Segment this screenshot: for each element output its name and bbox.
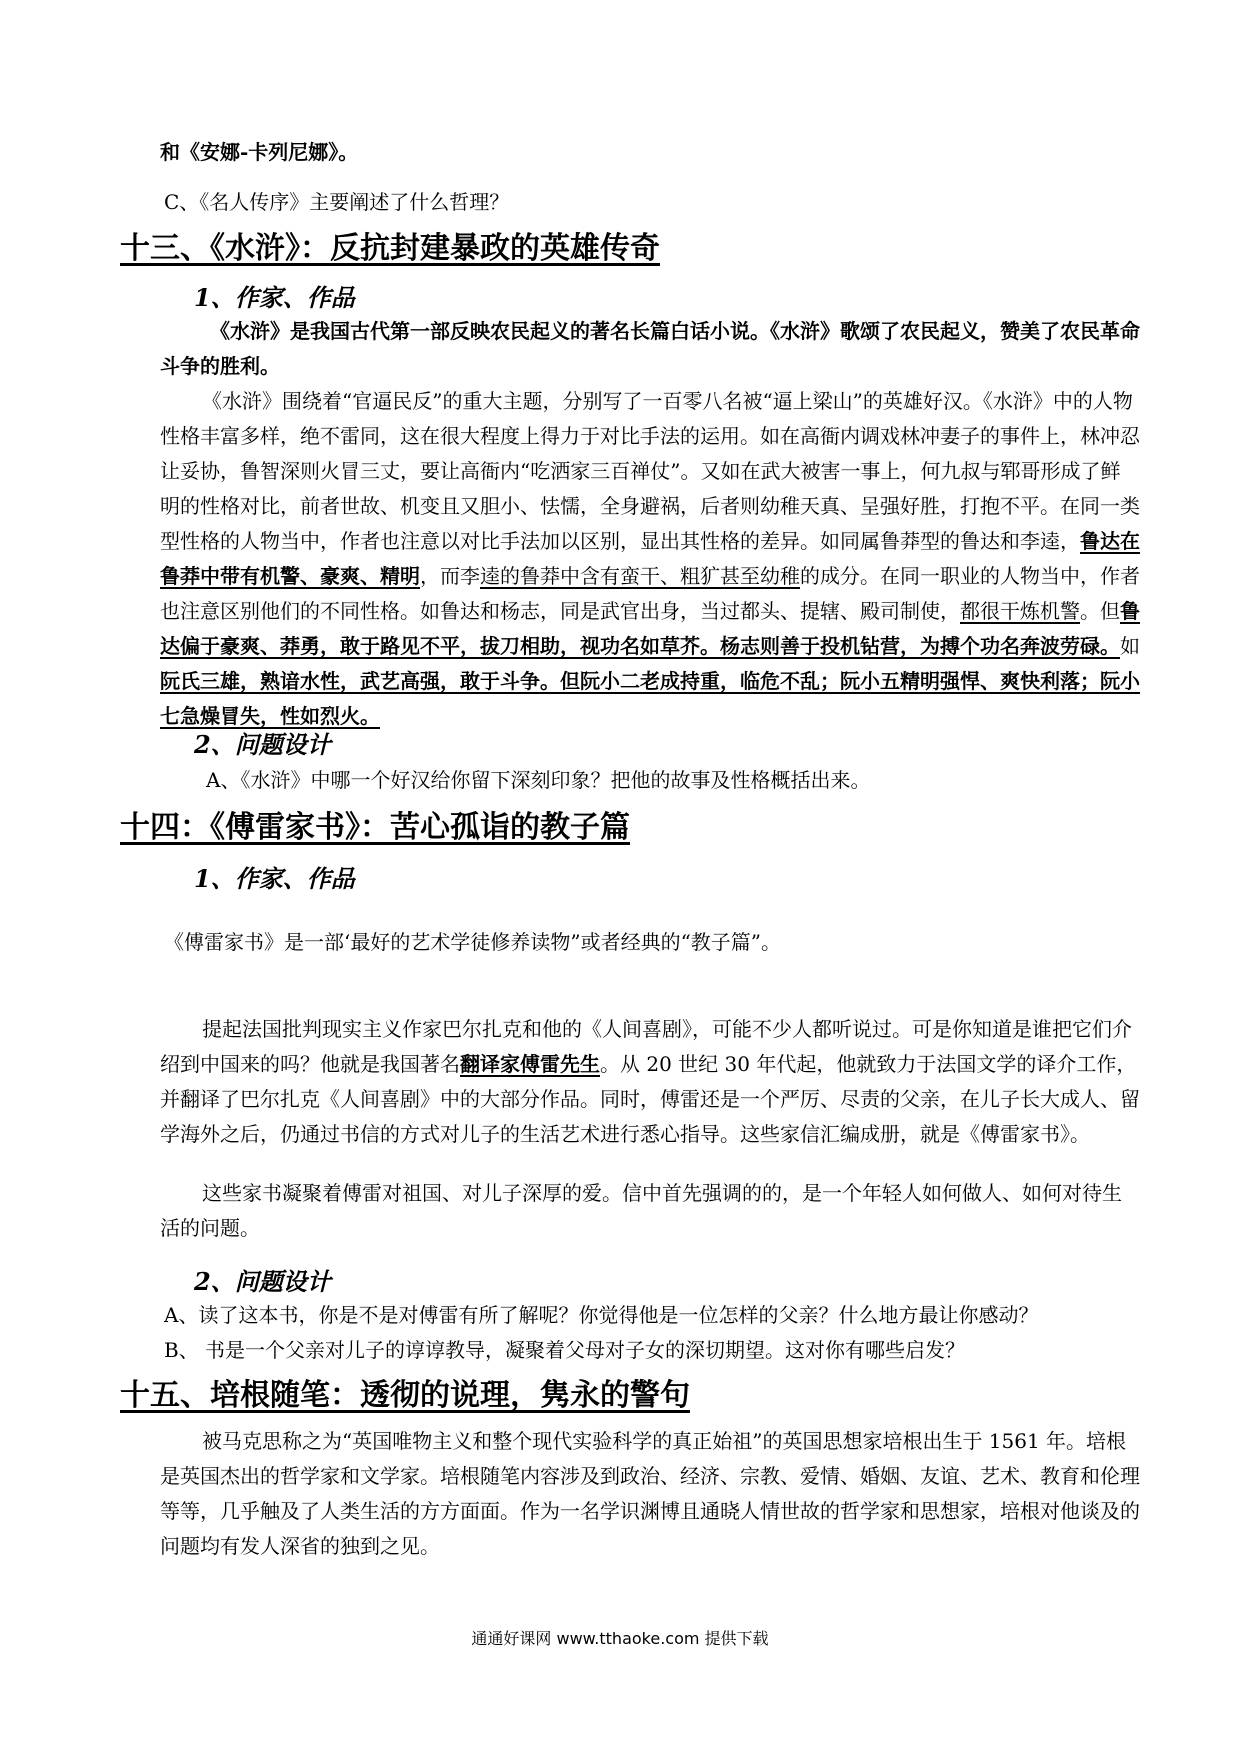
section-13-subheading-works: 1、作家、作品: [194, 283, 355, 312]
fu-lei-text-1: 提起法国批判现实主义作家巴尔扎克和他的《人间喜剧》，可能不少人都听说过。可是你知道是谁把它们介绍到中国来的吗？他就是我国著名: [160, 1017, 1132, 1076]
section-14-subheading-works: 1、作家、作品: [194, 864, 355, 893]
analysis-text-3: 的成分。在同一职业的人物当中，作者也注意区别他们的不同性格。如鲁达和杨志，同是武官出身，当过都头、提辖、殿司制使，: [160, 564, 1140, 623]
section-14-paragraph-1: 《傅雷家书》是一部‘最好的艺术学徒修养读物”或者经典的“教子篇”。: [164, 930, 782, 954]
section-14-heading: 十四：《傅雷家书》：苦心孤诣的教子篇: [120, 810, 630, 845]
section-13-question-a: A、《水浒》中哪一个好汉给你留下深刻印象？把他的故事及性格概括出来。: [206, 768, 871, 792]
section-13-analysis: [160, 384, 1140, 734]
section-14-paragraph-2: [160, 1012, 1140, 1152]
fu-lei-translator: 翻译家傅雷先生: [460, 1052, 600, 1076]
analysis-text-4: 。但: [1080, 599, 1120, 623]
page-footer: 通通好课网 www.tthaoke.com 提供下载: [471, 1629, 769, 1648]
question-c: C、《名人传序》主要阐述了什么哲理？: [164, 190, 510, 214]
analysis-text-1: 《水浒》围绕着“官逼民反”的重大主题，分别写了一百零八名被“逼上梁山”的英雄好汉。《水浒》中的人物性格丰富多样，绝不雷同，这在很大程度上得力于对比手法的运用。如在高衙内调戏林冲妻子的事件上，林冲忍让妥协，鲁智深则火冒三丈，要让高衙内“吃洒家三百禅仗”。又如在武大被害一事上，何九叔与郓哥形成了鲜明的性格对比，前者世故、机变且又胆小、怯懦，全身避祸，后者则幼稚天真、呈强好胜，打抱不平。在同一类型性格的人物当中，作者也注意以对比手法加以区别，显出其性格的差异。如同属鲁莽型的鲁达和李逵，: [160, 389, 1140, 553]
analysis-ruan: 阮氏三雄，熟谙水性，武艺高强，敢于斗争。但阮小二老成持重，临危不乱；阮小五精明强悍、爽快利落；阮小七急燥冒失，性如烈火。: [160, 669, 1140, 728]
analysis-both: 都很干炼机警: [960, 599, 1080, 623]
section-14-paragraph-3: 这些家书凝聚着傅雷对祖国、对儿子深厚的爱。信中首先强调的的，是一个年轻人如何做人、如何对待生活的问题。: [160, 1181, 1122, 1240]
section-13-summary: 《水浒》是我国古代第一部反映农民起义的著名长篇白话小说。《水浒》歌颂了农民起义，赞美了农民革命斗争的胜利。: [160, 319, 1140, 378]
analysis-text-5: 如: [1120, 634, 1140, 658]
analysis-lu-da: 鲁达在鲁莽中带有机警、豪爽、精明: [160, 529, 1140, 588]
section-15-heading: 十五、培根随笔：透彻的说理，隽永的警句: [120, 1378, 690, 1413]
section-14-question-a: A、读了这本书，你是不是对傅雷有所了解呢？你觉得他是一位怎样的父亲？什么地方最让你感动？: [164, 1303, 1039, 1327]
section-13-subheading-questions: 2、问题设计: [194, 730, 331, 759]
analysis-lu-yang: 鲁达偏于豪爽、莽勇，敢于路见不平，拔刀相助，视功名如草芥。杨志则善于投机钻营，为搏个功名奔波劳碌。: [160, 599, 1140, 658]
intro-line: 和《安娜-卡列尼娜》。: [160, 140, 359, 164]
analysis-text-2: ，而李: [420, 564, 480, 588]
section-14-subheading-questions: 2、问题设计: [194, 1267, 331, 1296]
fu-lei-text-2: 。从 20 世纪 30 年代起，他就致力于法国文学的译介工作，并翻译了巴尔扎克《人间喜剧》中的大部分作品。同时，傅雷还是一个严厉、尽责的父亲，在儿子长大成人、留学海外之后，仍通过书信的方式对儿子的生活艺术进行悉心指导。这些家信汇编成册，就是《傅雷家书》。: [160, 1052, 1140, 1146]
section-15-paragraph: 被马克思称之为“英国唯物主义和整个现代实验科学的真正始祖”的英国思想家培根出生于 1561 年。培根是英国杰出的哲学家和文学家。培根随笔内容涉及到政治、经济、宗教、爱情、婚姻、友谊、艺术、教育和伦理等等，几乎触及了人类生活的方方面面。作为一名学识渊博且通晓人情世故的哲学家和思想家，培根对他谈及的问题均有发人深省的独到之见。: [160, 1429, 1140, 1558]
section-14-question-b: B、 书是一个父亲对儿子的谆谆教导，凝聚着父母对子女的深切期望。这对你有哪些启发？: [164, 1338, 966, 1362]
analysis-li-kui: 逵的鲁莽中含有蛮干、粗犷甚至幼稚: [480, 564, 800, 588]
section-13-heading: 十三、《水浒》：反抗封建暴政的英雄传奇: [120, 231, 660, 266]
